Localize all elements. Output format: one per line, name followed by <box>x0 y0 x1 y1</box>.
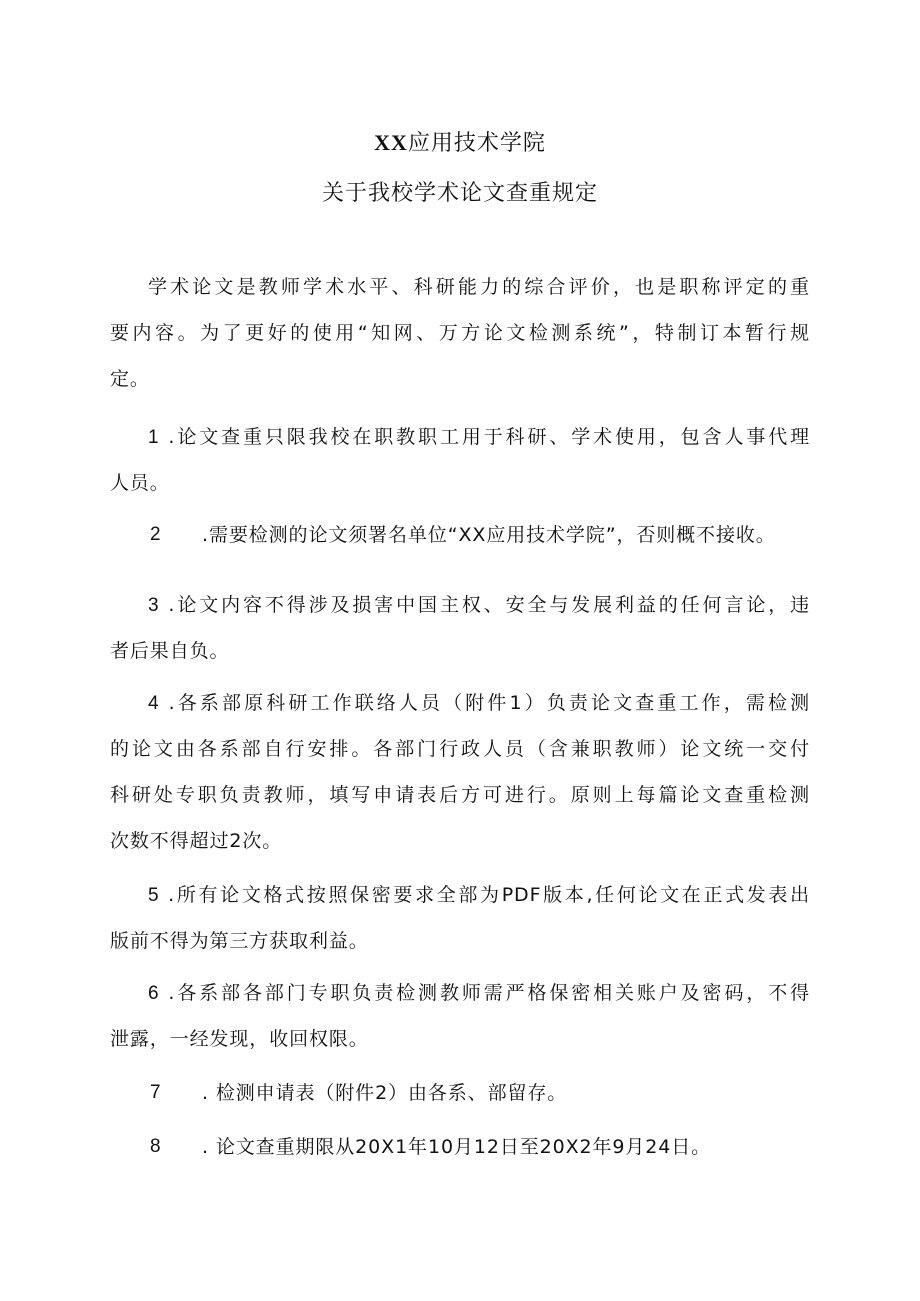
intro-line: 要内容。为了更好的使用“知网、万方论文检测系统”，特制订本暂行规 <box>110 322 810 344</box>
item-text: .论文内容不得涉及损害中国主权、安全与发展利益的任何言论，违 <box>168 594 810 616</box>
item-number: 2 <box>150 524 162 545</box>
item-1 <box>110 420 810 500</box>
item-line: 版前不得为第三方获取利益。 <box>110 930 369 952</box>
item-3 <box>110 588 810 668</box>
item-text: . 论文查重期限从20X1年10月12日至20X2年9月24日。 <box>202 1136 712 1158</box>
item-number: 7 <box>150 1082 162 1103</box>
item-number: 8 <box>150 1136 162 1157</box>
title-prefix: XX <box>374 130 408 155</box>
title-rest: 应用技术学院 <box>407 131 546 156</box>
item-line <box>110 976 810 1010</box>
item-4 <box>110 686 810 858</box>
item-number: 1 <box>148 427 160 448</box>
item-text: .所有论文格式按照保密要求全部为PDF版本,任何论文在正式发表出 <box>168 884 810 906</box>
item-line: 次数不得超过2次。 <box>110 830 283 852</box>
item-line: 者后果自负。 <box>110 640 230 662</box>
item-number: 6 <box>148 983 160 1004</box>
document-title <box>0 128 920 159</box>
intro-line: 定。 <box>110 368 150 390</box>
item-line: 泄露，一经发现，收回权限。 <box>110 1028 369 1050</box>
item-line <box>110 588 810 622</box>
item-6 <box>110 976 810 1056</box>
item-text: .各系部原科研工作联络人员（附件1）负责论文查重工作，需检测 <box>168 692 810 714</box>
item-number: 3 <box>148 595 160 616</box>
item-line: 科研处专职负责教师，填写申请表后方可进行。原则上每篇论文查重检测 <box>110 784 810 806</box>
item-line <box>110 686 810 720</box>
item-line <box>110 878 810 912</box>
item-number: 4 <box>148 693 160 714</box>
intro-paragraph <box>110 270 810 396</box>
intro-line: 学术论文是教师学术水平、科研能力的综合评价，也是职称评定的重 <box>148 276 810 298</box>
item-number: 5 <box>148 885 160 906</box>
item-text: .论文查重只限我校在职教职工用于科研、学术使用，包含人事代理 <box>168 426 810 448</box>
item-line: 的论文由各系部自行安排。各部门行政人员（含兼职教师）论文统一交付 <box>110 738 810 760</box>
document-subtitle: 关于我校学术论文查重规定 <box>321 181 598 206</box>
item-line: 人员。 <box>110 472 170 494</box>
item-line <box>110 420 810 454</box>
item-5 <box>110 878 810 958</box>
item-text: . 检测申请表（附件2）由各系、部留存。 <box>202 1082 568 1104</box>
item-text: .各系部各部门专职负责检测教师需严格保密相关账户及密码，不得 <box>168 982 810 1004</box>
item-text: .需要检测的论文须署名单位“XX应用技术学院”，否则概不接收。 <box>202 524 776 546</box>
